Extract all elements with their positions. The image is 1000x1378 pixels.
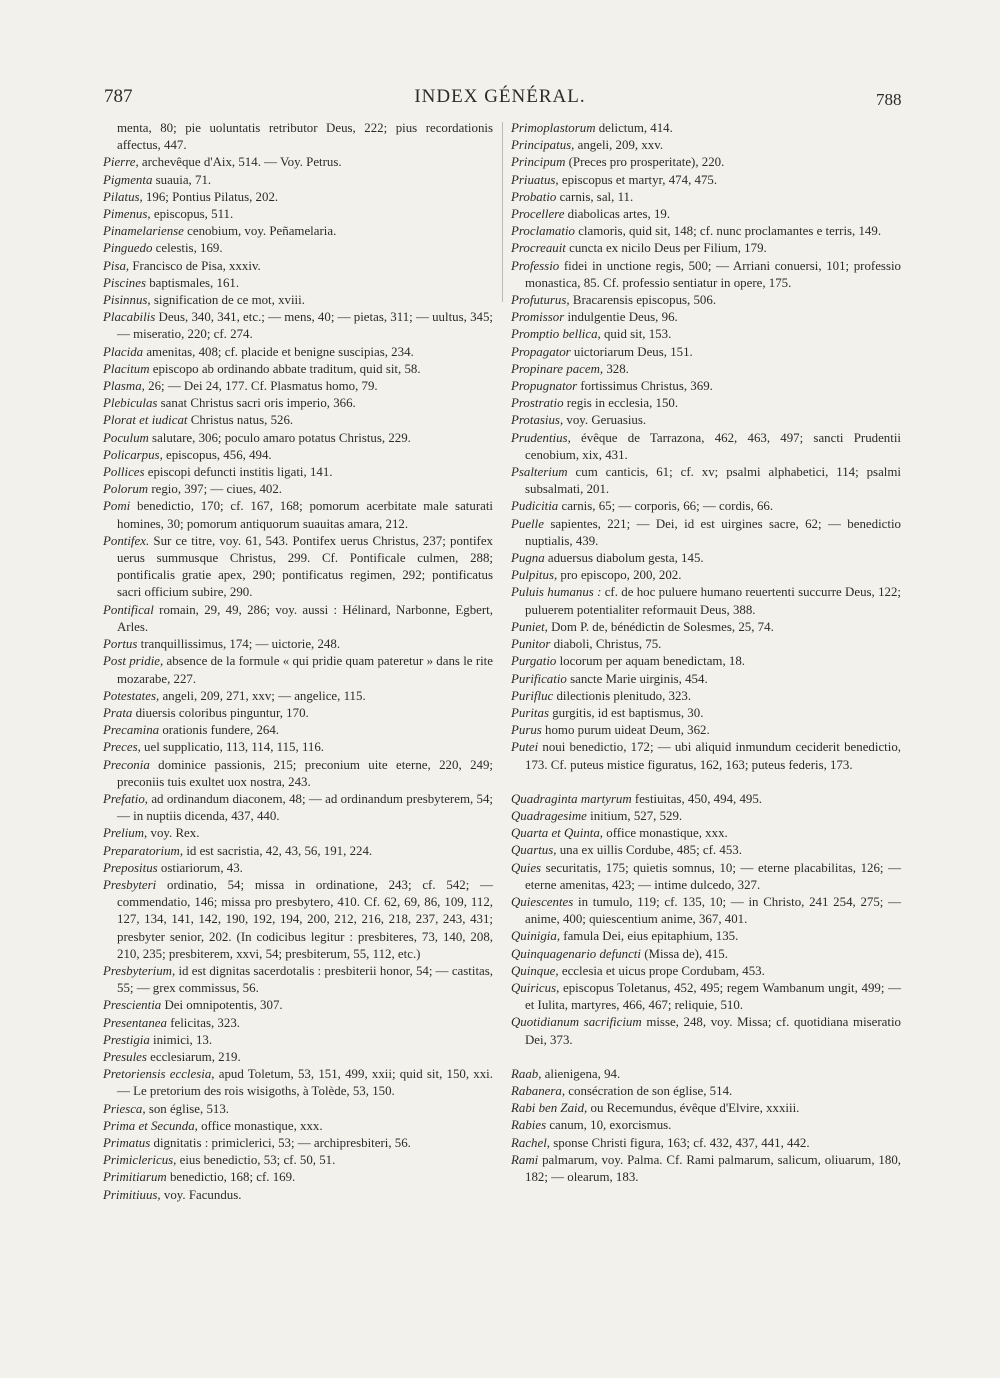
index-references: 26; — Dei 24, 177. Cf. Plasmatus homo, 79. (144, 379, 378, 394)
index-headword: Pinguedo (103, 241, 153, 256)
index-references: episcopo ab ordinando abbate traditum, quid sit, 58. (149, 361, 421, 376)
index-headword: Presbyteri (103, 877, 157, 892)
index-entry (511, 1152, 901, 1186)
index-headword: Pinamelariense (103, 224, 184, 239)
index-references: fortissimus Christus, 369. (577, 379, 713, 394)
index-references: diaboli, Christus, 75. (550, 637, 662, 652)
index-references: uel supplicatio, 113, 114, 115, 116. (140, 740, 325, 755)
left-index-column (103, 120, 493, 1204)
index-references: famula Dei, eius epitaphium, 135. (560, 929, 739, 944)
index-headword: Placabilis (103, 310, 156, 325)
index-headword: Putei (511, 740, 539, 755)
index-headword: Quiricus, (511, 980, 560, 995)
index-entry (511, 344, 901, 361)
index-headword: Quinquagenario defuncti (511, 946, 641, 961)
index-entry (511, 498, 901, 515)
index-references: son église, 513. (145, 1101, 230, 1116)
index-references: carnis, sal, 11. (556, 189, 634, 204)
index-references: ecclesia et uicus prope Cordubam, 453. (558, 963, 765, 978)
index-headword: Puluis humanus : (511, 585, 602, 600)
index-headword: Pontifical (103, 602, 154, 617)
index-entry (511, 653, 901, 670)
index-headword: Quinque, (511, 963, 559, 978)
index-headword: Pretoriensis ecclesia, (103, 1067, 215, 1082)
index-references: felicitas, 323. (166, 1015, 240, 1030)
index-references: una ex uillis Cordube, 485; cf. 453. (556, 843, 742, 858)
index-headword: Quarta et Quinta, (511, 826, 604, 841)
index-headword: Puniet, (511, 619, 548, 634)
index-references: clamoris, quid sit, 148; cf. nunc proclamantes e terris, 149. (574, 224, 882, 239)
left-page-number: 787 (104, 86, 133, 107)
index-references: menta, 80; pie uoluntatis retributor Deus, 222; pius recordationis affectus, 447. (117, 121, 493, 153)
index-headword: Purus (511, 723, 542, 738)
index-entry (103, 1032, 493, 1049)
index-references: pro episcopo, 200, 202. (557, 568, 682, 583)
index-entry (103, 688, 493, 705)
index-headword: Placida (103, 344, 144, 359)
index-references: id est sacristia, 42, 43, 56, 191, 224. (183, 843, 373, 858)
index-headword: Rachel, (511, 1135, 551, 1150)
index-entry (511, 137, 901, 154)
index-references: Dei omnipotentis, 307. (161, 998, 283, 1013)
index-references: uictoriarum Deus, 151. (570, 344, 693, 359)
index-references: dilectionis plenitudo, 323. (553, 688, 692, 703)
index-headword: Probatio (511, 189, 557, 204)
index-entry (103, 722, 493, 739)
index-headword: Pulpitus, (511, 568, 558, 583)
index-references: celestis, 169. (152, 241, 223, 256)
index-headword: Prefatio, (103, 791, 148, 806)
index-entry (103, 705, 493, 722)
index-entry (511, 860, 901, 894)
index-references: gurgitis, id est baptismus, 30. (548, 705, 704, 720)
index-entry (511, 1066, 901, 1083)
index-entry (103, 447, 493, 464)
index-entry (103, 877, 493, 963)
index-headword: Potestates, (103, 688, 160, 703)
index-references: cenobium, voy. Peñamelaria. (183, 224, 337, 239)
index-references: voy. Rex. (147, 826, 200, 841)
index-entry (103, 602, 493, 636)
index-references: Bracarensis episcopus, 506. (569, 293, 717, 308)
index-headword: Prima et Secunda, (103, 1118, 198, 1133)
index-references: Sur ce titre, voy. 61, 543. Pontifex uerus Christus, 237; pontifex uerus summusque Christus, 299. Cf. Pontificale culmen, 288; pontificalis gratie apex, 290; pontificatus regimen, 292; pontificatus sacri officium subire, 290. (117, 533, 493, 600)
right-page-number: 788 (876, 90, 902, 109)
index-headword: Priuatus, (511, 172, 559, 187)
index-references: indulgentie Deus, 96. (564, 310, 678, 325)
index-references: office monastique, xxx. (197, 1118, 323, 1133)
index-references: sancte Marie uirginis, 454. (566, 671, 708, 686)
index-entry (511, 688, 901, 705)
index-headword: Quartus, (511, 843, 557, 858)
index-references: episcopus, 511. (150, 207, 234, 222)
index-references: voy. Geruasius. (563, 413, 647, 428)
index-headword: Pomi (103, 499, 131, 514)
index-entry (103, 412, 493, 429)
index-entry (103, 361, 493, 378)
index-references: amenitas, 408; cf. placide et benigne suscipias, 234. (143, 344, 414, 359)
index-entry (103, 120, 493, 154)
index-entry (511, 1083, 901, 1100)
index-references: episcopus et martyr, 474, 475. (558, 172, 718, 187)
index-entry (103, 1066, 493, 1100)
index-headword: Promissor (511, 310, 565, 325)
index-headword: Quotidianum sacrificium (511, 1015, 642, 1030)
index-headword: Prelium, (103, 826, 148, 841)
index-headword: Profuturus, (511, 293, 570, 308)
page-header (0, 0, 1000, 120)
index-entry (511, 619, 901, 636)
index-entry (103, 344, 493, 361)
index-headword: Promptio bellica, (511, 327, 601, 342)
index-entry (511, 980, 901, 1014)
index-entry (103, 258, 493, 275)
index-references: episcopi defuncti institis ligati, 141. (144, 465, 333, 480)
index-references: apud Toletum, 53, 151, 499, xxii; quid sit, 150, xxi. — Le pretorium des rois wisigoths, à Tolède, 53, 150. (117, 1067, 493, 1099)
index-entry (511, 206, 901, 223)
index-entry (511, 516, 901, 550)
index-entry (103, 757, 493, 791)
index-entry (511, 258, 901, 292)
index-headword: Protasius, (511, 413, 564, 428)
index-headword: Prepositus (103, 860, 158, 875)
index-entry (103, 430, 493, 447)
index-entry (103, 1101, 493, 1118)
index-headword: Preconia (103, 757, 150, 772)
index-headword: Preces, (103, 740, 141, 755)
index-entry (511, 378, 901, 395)
index-references: Deus, 340, 341, etc.; — mens, 40; — pietas, 311; — uultus, 345; — miseratio, 220; cf. 274. (117, 310, 493, 342)
index-entry (103, 636, 493, 653)
index-references: ecclesiarum, 219. (146, 1049, 241, 1064)
index-entry (511, 671, 901, 688)
index-entry (511, 825, 901, 842)
index-headword: Purifluc (511, 688, 554, 703)
index-references: in tumulo, 119; cf. 135, 10; — in Christo, 241 254, 275; — anime, 400; quiescentium anime, 367, 401. (525, 894, 901, 927)
index-references: consécration de son église, 514. (565, 1083, 733, 1098)
index-references: archevêque d'Aix, 514. — Voy. Petrus. (138, 155, 342, 170)
index-references: Francisco de Pisa, xxxiv. (129, 258, 261, 273)
index-references: sanat Christus sacri oris imperio, 366. (157, 396, 356, 411)
index-entry (511, 722, 901, 739)
index-references: diabolicas artes, 19. (564, 207, 671, 222)
index-entry (511, 636, 901, 653)
index-headword: Pimenus, (103, 207, 151, 222)
index-headword: Priesca, (103, 1101, 146, 1116)
index-headword: Pisinnus, (103, 293, 151, 308)
index-headword: Policarpus, (103, 447, 163, 462)
index-entry (511, 946, 901, 963)
index-entry (511, 326, 901, 343)
index-headword: Plasma, (103, 379, 145, 394)
index-references: cf. de hoc puluere humano reuertenti succurre Deus, 122; puluerem potentialiter reformauit Deus, 388. (525, 585, 901, 617)
index-entry (103, 843, 493, 860)
index-headword: Proclamatio (511, 224, 575, 239)
index-entry (511, 894, 901, 928)
index-entry (103, 292, 493, 309)
index-headword: Piscines (103, 275, 146, 290)
index-headword: Primitiuus, (103, 1187, 161, 1202)
index-entry (103, 739, 493, 756)
index-entry (511, 189, 901, 206)
index-entry (511, 395, 901, 412)
index-headword: Quadragesime (511, 808, 587, 823)
index-entry (511, 567, 901, 584)
index-entry (103, 533, 493, 602)
index-references: romain, 29, 49, 286; voy. aussi : Hélinard, Narbonne, Egbert, Arles. (117, 602, 493, 634)
index-entry (103, 464, 493, 481)
index-headword: Polorum (103, 482, 149, 497)
index-headword: Prata (103, 705, 133, 720)
index-entry (103, 378, 493, 395)
index-headword: Pudicitia (511, 499, 559, 514)
index-headword: Purgatio (511, 654, 557, 669)
index-references: dignitatis : primiclerici, 53; — archipresbiteri, 56. (150, 1135, 411, 1150)
index-entry (103, 223, 493, 240)
index-references: angeli, 209, 271, xxv; — angelice, 115. (159, 688, 366, 703)
index-references: voy. Facundus. (160, 1187, 242, 1202)
index-references: cuncta ex nicilo Deus per Filium, 179. (565, 241, 767, 256)
index-headword: Principatus, (511, 138, 575, 153)
index-entry (103, 395, 493, 412)
index-entry (511, 1135, 901, 1152)
index-references: canum, 10, exorcismus. (546, 1118, 672, 1133)
index-entry (103, 206, 493, 223)
index-references: aduersus diabolum gesta, 145. (544, 551, 704, 566)
index-headword: Procreauit (511, 241, 566, 256)
index-headword: Punitor (511, 637, 551, 652)
index-entry (511, 309, 901, 326)
index-references: ou Recemundus, évêque d'Elvire, xxxiii. (587, 1101, 800, 1116)
index-entry (511, 361, 901, 378)
index-entry (511, 1014, 901, 1048)
index-entry (511, 240, 901, 257)
index-references: id est dignitas sacerdotalis : presbiterii honor, 54; — castitas, 55; — grex commissus, 56. (117, 963, 493, 996)
index-headword: Pontifex. (103, 533, 150, 548)
index-headword: Portus (103, 637, 138, 652)
index-headword: Presentanea (103, 1015, 167, 1030)
index-headword: Rami (511, 1152, 539, 1167)
index-entry (103, 860, 493, 877)
index-headword: Rabi ben Zaid, (511, 1101, 588, 1116)
index-references: dominice passionis, 215; preconium uite eterne, 220, 249; preconiis tuis exultet uox nostra, 243. (117, 757, 493, 789)
index-headword: Raab, (511, 1066, 542, 1081)
index-headword: Pilatus, (103, 189, 143, 204)
index-entry (511, 223, 901, 240)
index-references: episcopus, 456, 494. (162, 447, 272, 462)
section-spacer (511, 1049, 901, 1066)
index-entry (511, 1117, 901, 1134)
index-entry (103, 481, 493, 498)
index-entry (103, 963, 493, 997)
index-references: benedictio, 170; cf. 167, 168; pomorum acerbitate male saturati homines, 30; pomorum antiquorum suauitas amara, 212. (117, 499, 493, 531)
index-references: carnis, 65; — corporis, 66; — cordis, 66. (558, 499, 774, 514)
index-headword: Propagator (511, 344, 571, 359)
index-headword: Puelle (511, 516, 544, 531)
index-headword: Pugna (511, 551, 545, 566)
index-entry (103, 1118, 493, 1135)
section-spacer (511, 774, 901, 791)
index-references: benedictio, 168; cf. 169. (166, 1170, 296, 1185)
index-references: fidei in unctione regis, 500; — Arriani conuersi, 101; professio monastica, 85. Cf. professio sentiatur in opere, 175. (525, 258, 901, 290)
index-entry (511, 842, 901, 859)
index-headword: Prostratio (511, 396, 564, 411)
index-references: homo purum uideat Deum, 362. (541, 723, 710, 738)
page-title: INDEX GÉNÉRAL. (414, 86, 586, 107)
index-references: eius benedictio, 53; cf. 50, 51. (176, 1153, 336, 1168)
index-headword: Prudentius, (511, 430, 571, 445)
index-references: tranquillissimus, 174; — uictorie, 248. (137, 637, 341, 652)
index-headword: Procellere (511, 207, 565, 222)
index-entry (103, 825, 493, 842)
index-headword: Purificatio (511, 671, 567, 686)
index-entry (103, 1049, 493, 1066)
index-references: 328. (603, 361, 629, 376)
index-headword: Plorat et iudicat (103, 413, 188, 428)
index-headword: Rabanera, (511, 1083, 566, 1098)
index-headword: Primiclericus, (103, 1153, 177, 1168)
index-entry (511, 1100, 901, 1117)
index-headword: Rabies (511, 1118, 547, 1133)
index-references: noui benedictio, 172; — ubi aliquid inmundum ceciderit benedictio, 173. Cf. puteus mistice figuratus, 162, 163; puteus federis, 173. (525, 740, 901, 772)
index-headword: Placitum (103, 361, 150, 376)
index-references: ostiariorum, 43. (157, 860, 243, 875)
index-entry (103, 997, 493, 1014)
index-entry (511, 584, 901, 618)
index-references: regio, 397; — ciues, 402. (148, 482, 283, 497)
index-headword: Propinare pacem, (511, 361, 604, 376)
index-entry (103, 189, 493, 206)
index-references: quid sit, 153. (600, 327, 672, 342)
index-headword: Primoplastorum (511, 121, 596, 135)
index-references: orationis fundere, 264. (159, 723, 280, 738)
index-entry (511, 808, 901, 825)
index-headword: Preparatorium, (103, 843, 184, 858)
index-references: baptismales, 161. (145, 275, 240, 290)
index-references: locorum per aquam benedictam, 18. (556, 654, 745, 669)
index-headword: Prescientia (103, 998, 162, 1013)
index-references: ad ordinandum diaconem, 48; — ad ordinandum presbyterem, 54; — in nuptiis dicenda, 437, 440. (117, 791, 493, 824)
index-references: ordinatio, 54; missa in ordinatione, 243; cf. 542; — commendatio, 146; missa pro presbytero, 410. Cf. 62, 69, 86, 109, 112, 127, 134, 141, 142, 190, 192, 194, 200, 212, 216, 218, 237, 243, 431; presbyter senior, 202. (In codicibus legitur : presbiteres, 73, 140, 208, 210, 235; presbiterem, xxvi, 54; presbiterum, 55, 112, etc.) (117, 877, 493, 961)
index-entry (511, 292, 901, 309)
index-headword: Post pridie, (103, 654, 164, 669)
index-headword: Pisa, (103, 258, 130, 273)
index-headword: Presules (103, 1049, 147, 1064)
index-headword: Pigmenta (103, 172, 153, 187)
index-headword: Propugnator (511, 379, 578, 394)
index-references: inimici, 13. (149, 1032, 213, 1047)
index-entry (103, 309, 493, 343)
index-entry (103, 240, 493, 257)
index-headword: Primitiarum (103, 1170, 167, 1185)
index-references: regis in ecclesia, 150. (563, 396, 679, 411)
index-entry (511, 928, 901, 945)
index-headword: Presbyterium, (103, 963, 176, 978)
index-references: évêque de Tarrazona, 462, 463, 497; sancti Prudentii cenobium, xix, 431. (525, 430, 901, 462)
index-entry (511, 154, 901, 171)
index-references: 196; Pontius Pilatus, 202. (142, 189, 279, 204)
index-references: angeli, 209, xxv. (574, 138, 664, 153)
index-references: Christus natus, 526. (187, 413, 294, 428)
index-references: absence de la formule « qui pridie quam pateretur » dans le rite mozarabe, 227. (117, 654, 493, 686)
index-entry (103, 154, 493, 171)
index-references: Dom P. de, bénédictin de Solesmes, 25, 74. (547, 619, 774, 634)
index-entry (511, 464, 901, 498)
index-references: salutare, 306; poculo amaro potatus Christus, 229. (148, 430, 411, 445)
index-references: (Missa de), 415. (640, 946, 728, 961)
index-entry (103, 1169, 493, 1186)
index-references: palmarum, voy. Palma. Cf. Rami palmarum, salicum, oliuarum, 180, 182; — olearum, 183. (525, 1152, 901, 1184)
index-headword: Principum (511, 155, 566, 170)
index-entry (103, 1135, 493, 1152)
index-headword: Psalterium (511, 465, 568, 480)
index-headword: Puritas (511, 705, 549, 720)
index-entry (511, 739, 901, 773)
index-headword: Quadraginta martyrum (511, 791, 632, 806)
index-entry (103, 791, 493, 825)
index-headword: Pollices (103, 465, 145, 480)
index-headword: Precamina (103, 723, 160, 738)
index-headword: Professio (511, 258, 560, 273)
index-entry (103, 1015, 493, 1032)
index-references: sponse Christi figura, 163; cf. 432, 437, 441, 442. (550, 1135, 810, 1150)
index-references: signification de ce mot, xviii. (150, 293, 305, 308)
column-divider (502, 122, 503, 302)
index-entry (103, 275, 493, 292)
index-references: diuersis coloribus pinguntur, 170. (132, 705, 309, 720)
index-entry (511, 412, 901, 429)
index-entry (103, 172, 493, 189)
index-entry (511, 120, 901, 137)
index-entry (103, 498, 493, 532)
index-headword: Quinigia, (511, 929, 561, 944)
index-references: (Preces pro prosperitate), 220. (565, 155, 725, 170)
index-references: securitatis, 175; quietis somnus, 10; — eterne placabilitas, 126; — eterne amenitas, 423; — intime dulcedo, 327. (525, 860, 901, 892)
index-entry (103, 1187, 493, 1204)
index-entry (511, 430, 901, 464)
index-entry (511, 791, 901, 808)
index-references: suauia, 71. (152, 172, 212, 187)
index-references: episcopus Toletanus, 452, 495; regem Wambanum ungit, 499; — et Iulita, martyres, 466, 467; reliquie, 510. (525, 980, 901, 1013)
index-references: initium, 527, 529. (586, 808, 683, 823)
index-references: cum canticis, 61; cf. xv; psalmi alphabetici, 114; psalmi subsalmati, 201. (525, 465, 901, 497)
index-entry (511, 550, 901, 567)
index-headword: Pierre, (103, 155, 139, 170)
index-entry (103, 1152, 493, 1169)
index-references: office monastique, xxx. (603, 826, 728, 841)
index-entry (511, 963, 901, 980)
index-headword: Quies (511, 860, 542, 875)
right-index-column (511, 120, 901, 1186)
index-entry (511, 172, 901, 189)
index-headword: Poculum (103, 430, 149, 445)
index-headword: Plebiculas (103, 396, 158, 411)
index-references: sapientes, 221; — Dei, id est uirgines sacre, 62; — benedictio nuptialis, 439. (525, 516, 901, 548)
index-entry (103, 653, 493, 687)
index-references: misse, 248, voy. Missa; cf. quotidiana miseratio Dei, 373. (525, 1015, 902, 1047)
index-headword: Primatus (103, 1135, 151, 1150)
index-references: delictum, 414. (595, 121, 673, 135)
index-references: alienigena, 94. (541, 1066, 621, 1081)
index-references: festiuitas, 450, 494, 495. (631, 791, 763, 806)
index-headword: Quiescentes (511, 894, 574, 909)
index-headword: Prestigia (103, 1032, 150, 1047)
index-entry (511, 705, 901, 722)
